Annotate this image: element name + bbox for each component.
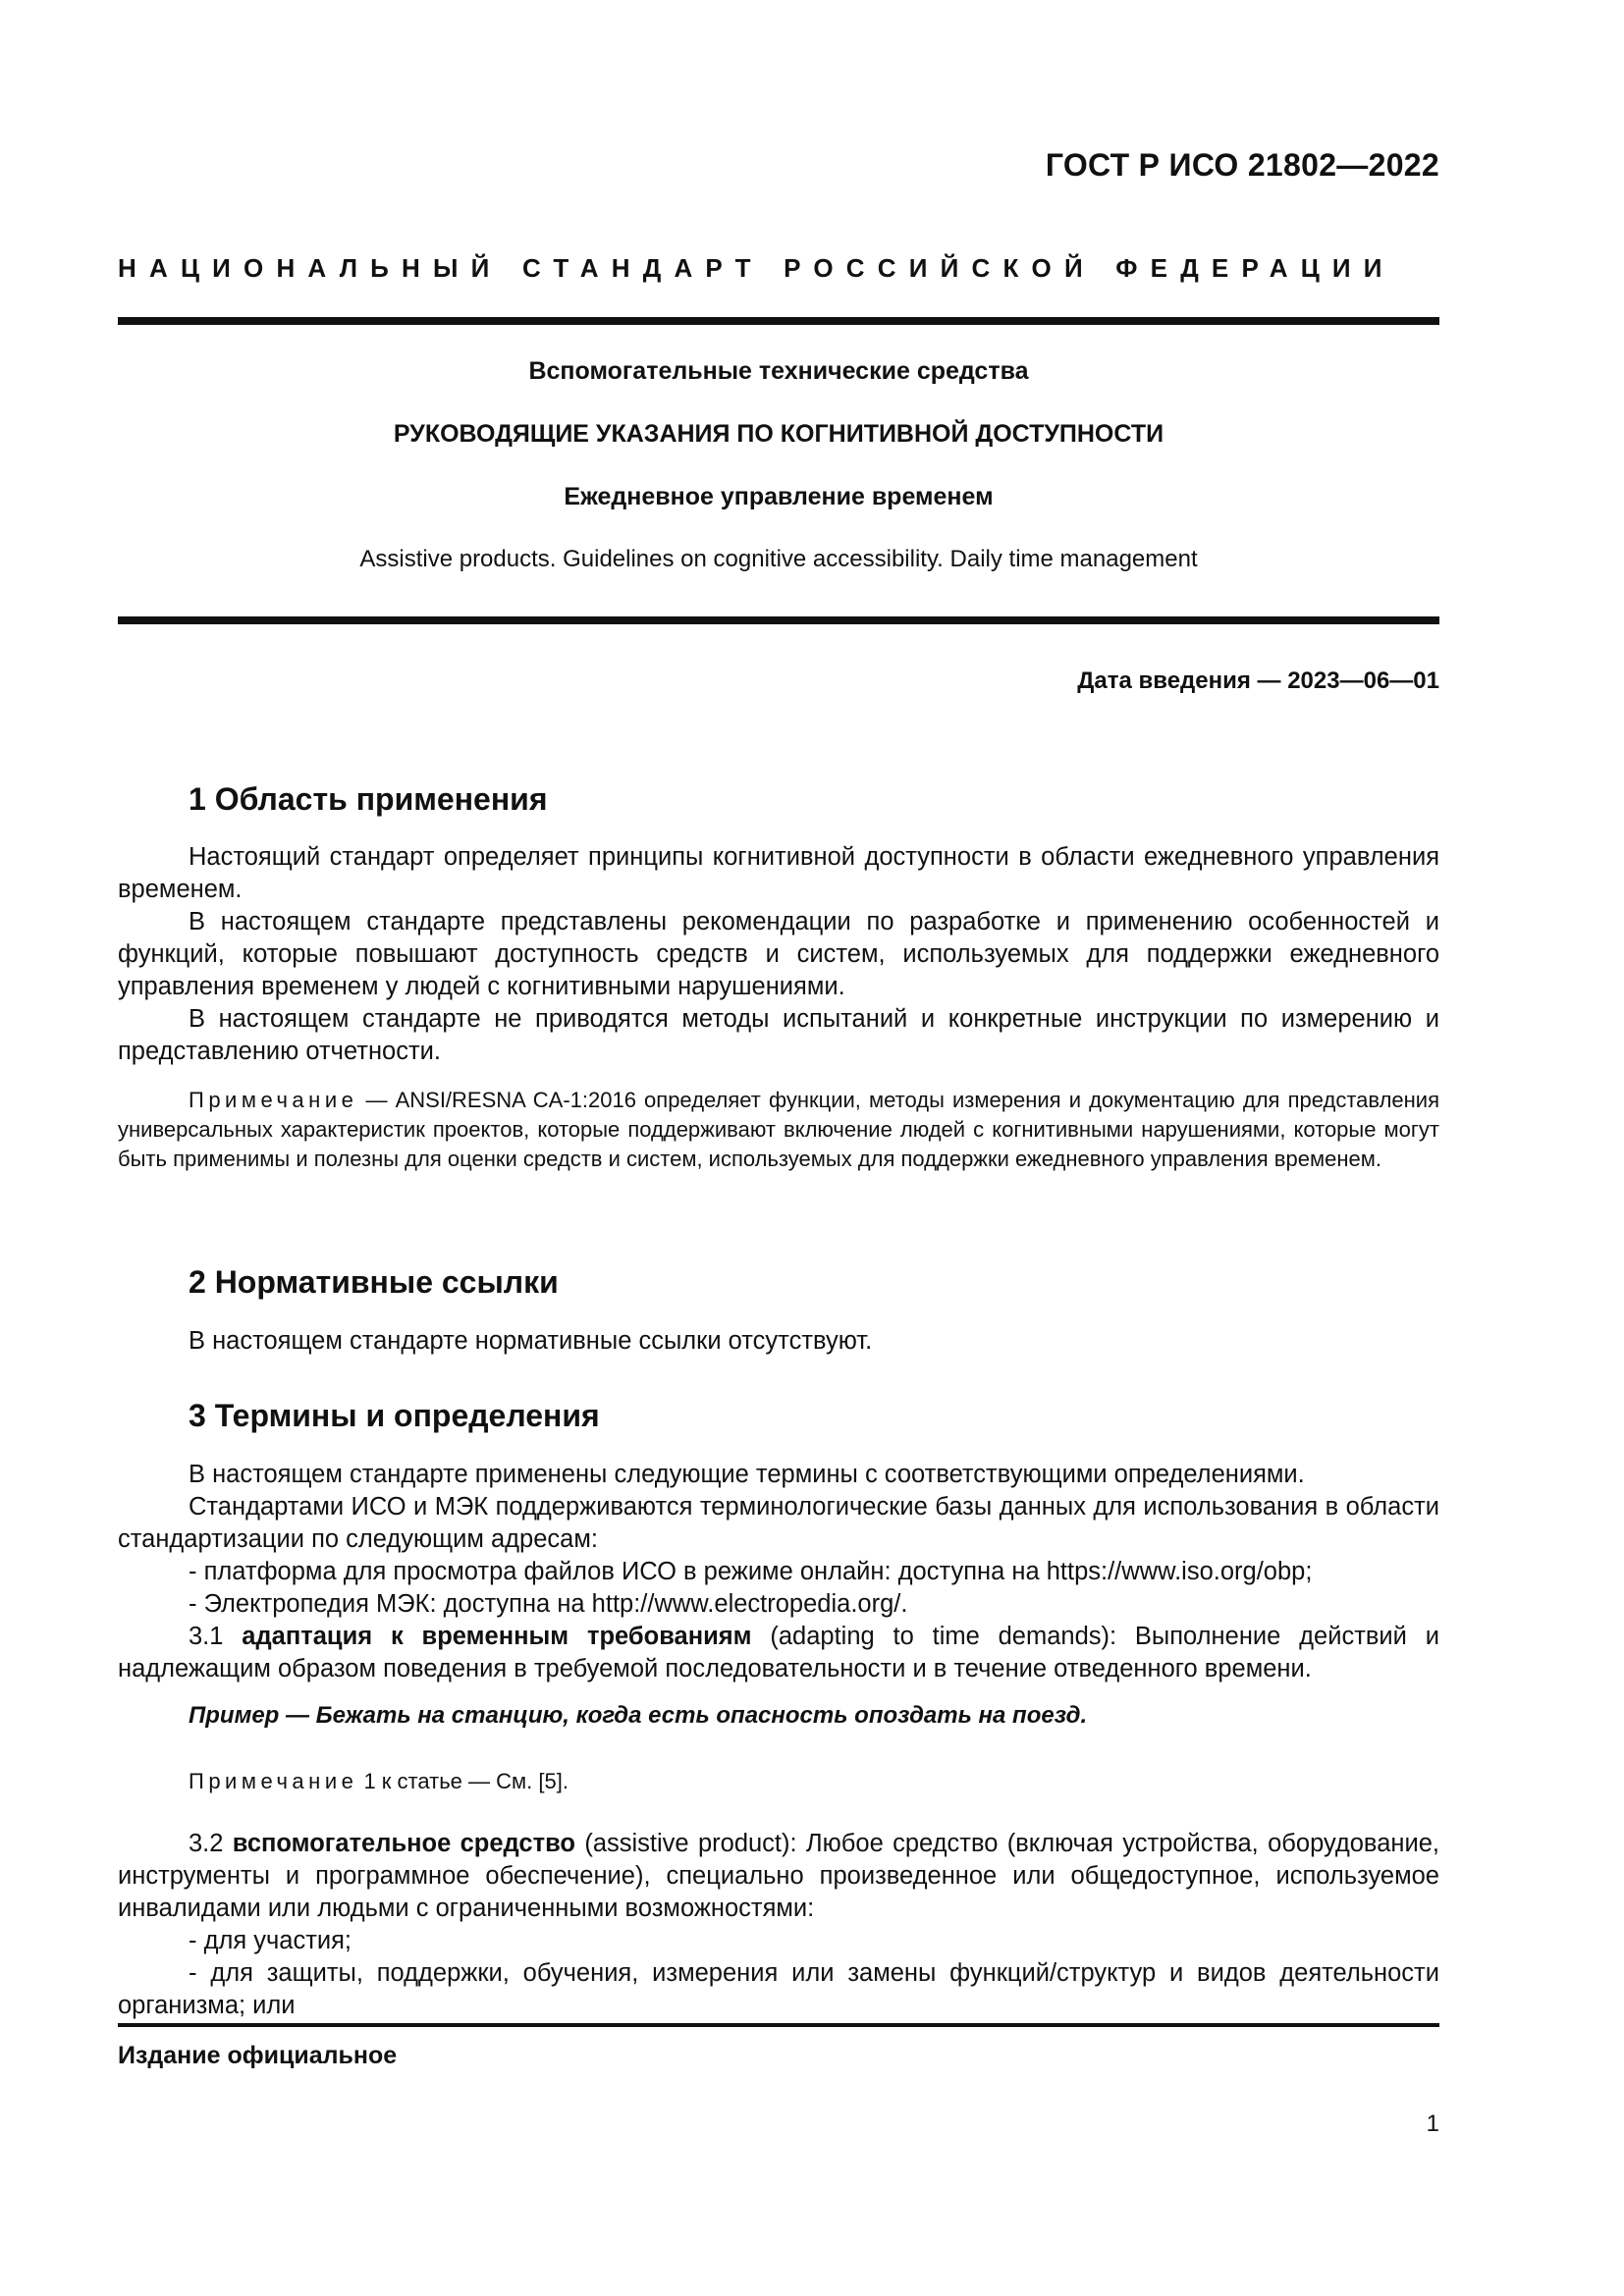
section-2-heading: 2 Нормативные ссылки <box>189 1264 559 1300</box>
section-1-paragraph-3: В настоящем стандарте не приводятся методы испытаний и конкретные инструкции по измерению и представлению отчетности. <box>118 1005 1439 1065</box>
section-1-paragraph-2: В настоящем стандарте представлены рекомендации по разработке и применению особенностей и функций, которые повышают доступность средств и систем, используемых для поддержки ежедневного управления временем у людей с когнитивными нарушениями. <box>118 908 1439 1000</box>
term-number: 3.1 <box>189 1623 243 1650</box>
page-number: 1 <box>1426 2110 1439 2137</box>
term-name: адаптация к временным требованиям <box>242 1623 752 1650</box>
note-text: 1 к статье — См. [5]. <box>357 1769 568 1793</box>
note-label: Примечание <box>189 1088 358 1112</box>
list-item: - платформа для просмотра файлов ИСО в режиме онлайн: доступна на https://www.iso.org/obp; <box>189 1558 1313 1585</box>
term-3-2 <box>118 1828 1439 1925</box>
introduction-date: Дата введения — 2023—06—01 <box>1077 667 1439 694</box>
title-line-1: Вспомогательные технические средства <box>528 357 1029 385</box>
national-standard-banner: НАЦИОНАЛЬНЫЙ СТАНДАРТ РОССИЙСКОЙ ФЕДЕРАЦИИ <box>118 253 1395 283</box>
section-3-heading: 3 Термины и определения <box>189 1398 600 1433</box>
title-line-3: Ежедневное управление временем <box>564 483 994 510</box>
top-rule <box>118 317 1439 325</box>
note-text: — ANSI/RESNA CA-1:2016 определяет функции, методы измерения и документацию для представления универсальных характеристик проектов, которые поддерживают включение людей с когнитивными нарушениями, которые могут быть применимы и полезны для оценки средств и систем, используемых для поддержки ежедневного управления временем. <box>118 1088 1439 1171</box>
title-english: Assistive products. Guidelines on cognitive accessibility. Daily time management <box>359 546 1198 572</box>
section-1-paragraph-1: Настоящий стандарт определяет принципы когнитивной доступности в области ежедневного управления временем. <box>118 843 1439 903</box>
term-definition: (assistive product): Любое средство (включая устройства, оборудование, инструменты и программное обеспечение), специально произведенное или общедоступное, используемое инвалидами или людьми с ограниченными возможностями: <box>118 1830 1439 1922</box>
document-page <box>118 0 1439 2296</box>
section-3-paragraph-2: Стандартами ИСО и МЭК поддерживаются терминологические базы данных для использования в области стандартизации по следующим адресам: <box>118 1493 1439 1553</box>
footer-rule <box>118 2023 1439 2027</box>
example-text: Пример — Бежать на станцию, когда есть опасность опоздать на поезд. <box>189 1702 1088 1729</box>
note-label: Примечание <box>189 1769 358 1793</box>
title-rule <box>118 616 1439 624</box>
section-1-heading: 1 Область применения <box>189 781 548 817</box>
list-item: - для участия; <box>189 1927 352 1954</box>
official-edition-label: Издание официальное <box>118 2042 398 2069</box>
term-3-1-note <box>118 1767 1439 1796</box>
term-definition: (adapting to time demands): Выполнение действий и надлежащим образом поведения в требуемой последовательности и в течение отведенного времени. <box>118 1623 1439 1682</box>
term-name: вспомогательное средство <box>232 1830 575 1857</box>
list-item: - Электропедия МЭК: доступна на http://www.electropedia.org/. <box>189 1590 908 1618</box>
document-code: ГОСТ Р ИСО 21802—2022 <box>1045 147 1439 183</box>
term-3-1 <box>118 1621 1439 1685</box>
title-line-2: РУКОВОДЯЩИЕ УКАЗАНИЯ ПО КОГНИТИВНОЙ ДОСТУПНОСТИ <box>393 420 1164 448</box>
list-item: - для защиты, поддержки, обучения, измерения или замены функций/структур и видов деятельности организма; или <box>118 1959 1439 2019</box>
section-2-paragraph-1: В настоящем стандарте нормативные ссылки отсутствуют. <box>189 1327 873 1355</box>
section-1-note <box>118 1086 1439 1174</box>
section-3-paragraph-1: В настоящем стандарте применены следующие термины с соответствующими определениями. <box>189 1461 1305 1488</box>
term-number: 3.2 <box>189 1830 233 1857</box>
